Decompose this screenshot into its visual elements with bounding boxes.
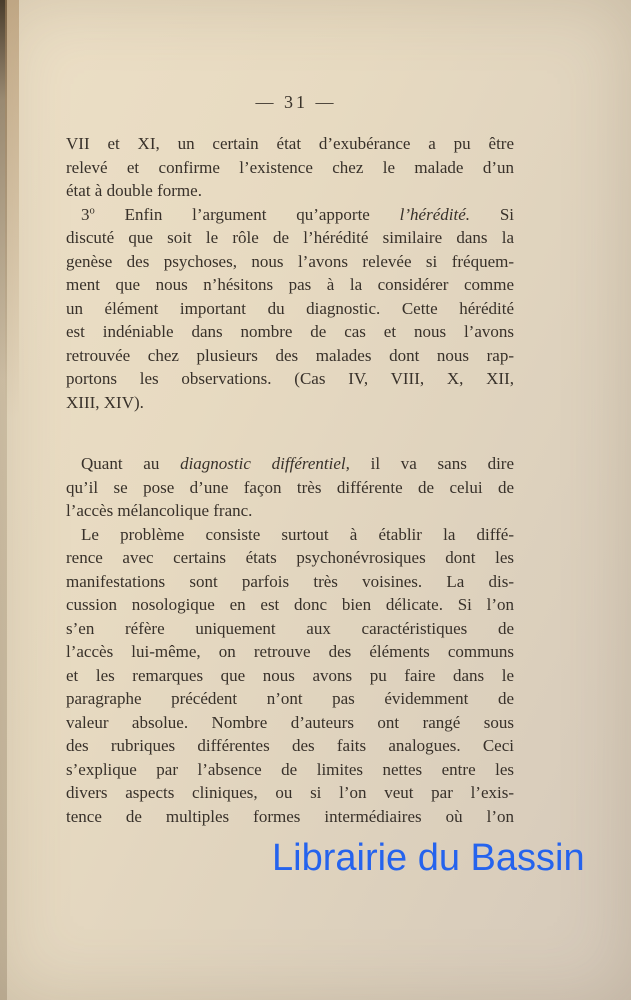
text-segment: retrouvée chez plusieurs des malades dont nous rap- (66, 345, 514, 365)
text-line (66, 391, 514, 415)
text-line (66, 203, 514, 227)
text-segment: est indéniable dans nombre de cas et nous l’avons (66, 322, 514, 341)
italic-text: l’hérédité. (399, 204, 471, 224)
text-line (66, 664, 514, 688)
text-line (66, 226, 514, 250)
text-line (66, 320, 514, 344)
page-edge (5, 0, 19, 420)
text-line (66, 452, 514, 476)
text-line (66, 570, 514, 594)
text-segment: genèse des psychoses, nous l’avons relevée si fréquem- (66, 251, 514, 271)
text-line (66, 711, 514, 735)
text-segment: rence avec certains états psychonévrosiques dont les (66, 548, 514, 567)
text-segment: manifestations sont parfois très voisines. La dis- (66, 571, 514, 591)
paragraph (66, 203, 514, 415)
text-line (66, 734, 514, 758)
text-line (66, 617, 514, 641)
text-segment: valeur absolue. Nombre d’auteurs ont rangé sous (66, 712, 514, 732)
text-segment: qu’il se pose d’une façon très différente de celui de (66, 477, 514, 497)
text-line (66, 273, 514, 297)
text-segment: et les remarques que nous avons pu faire dans le (66, 665, 514, 685)
text-segment: relevé et confirme l’existence chez le malade d’un (66, 157, 514, 177)
text-line (66, 132, 514, 156)
text-segment: Le problème consiste surtout à établir la diffé- (81, 524, 514, 544)
text-segment: Si (470, 204, 514, 224)
text-segment: l’accès mélancolique franc. (66, 501, 253, 520)
text-segment: divers aspects cliniques, ou si l’on veut par l’exis- (66, 783, 514, 802)
page-edge-shadow (0, 0, 7, 1000)
text-line (66, 546, 514, 570)
text-segment: VII et XI, un certain état d’exubérance a pu être (66, 134, 514, 153)
text-segment: ment que nous n’hésitons pas à la considérer comme (66, 275, 514, 294)
text-segment: des rubriques différentes des faits analogues. Ceci (66, 736, 514, 755)
text-line (66, 640, 514, 664)
text-line (66, 344, 514, 368)
text-segment: s’en réfère uniquement aux caractéristiques de (66, 618, 514, 638)
text-segment: discuté que soit le rôle de l’hérédité similaire dans la (66, 228, 514, 247)
paragraph (66, 132, 514, 203)
page-number: — 31 — (255, 92, 337, 112)
text-line (66, 805, 514, 829)
text-segment: Quant au (81, 454, 181, 473)
text-line (66, 758, 514, 782)
text-segment: XIII, XIV). (66, 392, 144, 412)
paragraph (66, 452, 514, 523)
text-line (66, 156, 514, 180)
text-line (66, 297, 514, 321)
text-segment: un élément important du diagnostic. Cette hérédité (66, 298, 514, 318)
text-line (66, 687, 514, 711)
text-segment: paragraphe précédent n’ont pas évidemment de (66, 689, 514, 708)
text-segment: 3 (81, 204, 90, 224)
text-line (66, 499, 514, 523)
text-line (66, 476, 514, 500)
text-line (66, 781, 514, 805)
text-line (66, 593, 514, 617)
text-segment: il va sans dire (349, 454, 514, 473)
text-line (66, 523, 514, 547)
text-segment: tence de multiples formes intermédiaires où l’on (66, 806, 514, 826)
text-segment: Enfin l’argument qu’apporte (94, 204, 400, 224)
text-line (66, 179, 514, 203)
watermark-text: Librairie du Bassin (272, 837, 585, 879)
text-segment: portons les observations. (Cas IV, VIII, X, XII, (66, 369, 514, 388)
paragraph (66, 523, 514, 829)
text-line (66, 250, 514, 274)
text-line (66, 367, 514, 391)
superscript-text: o (89, 204, 95, 216)
text-segment: état à double forme. (66, 181, 202, 200)
text-segment: s’explique par l’absence de limites nettes entre les (66, 759, 514, 779)
text-segment: cussion nosologique en est donc bien délicate. Si l’on (66, 595, 514, 614)
italic-text: diagnostic différentiel, (180, 454, 350, 473)
text-segment: l’accès lui-même, on retrouve des éléments communs (66, 642, 514, 661)
text-block (66, 132, 514, 828)
